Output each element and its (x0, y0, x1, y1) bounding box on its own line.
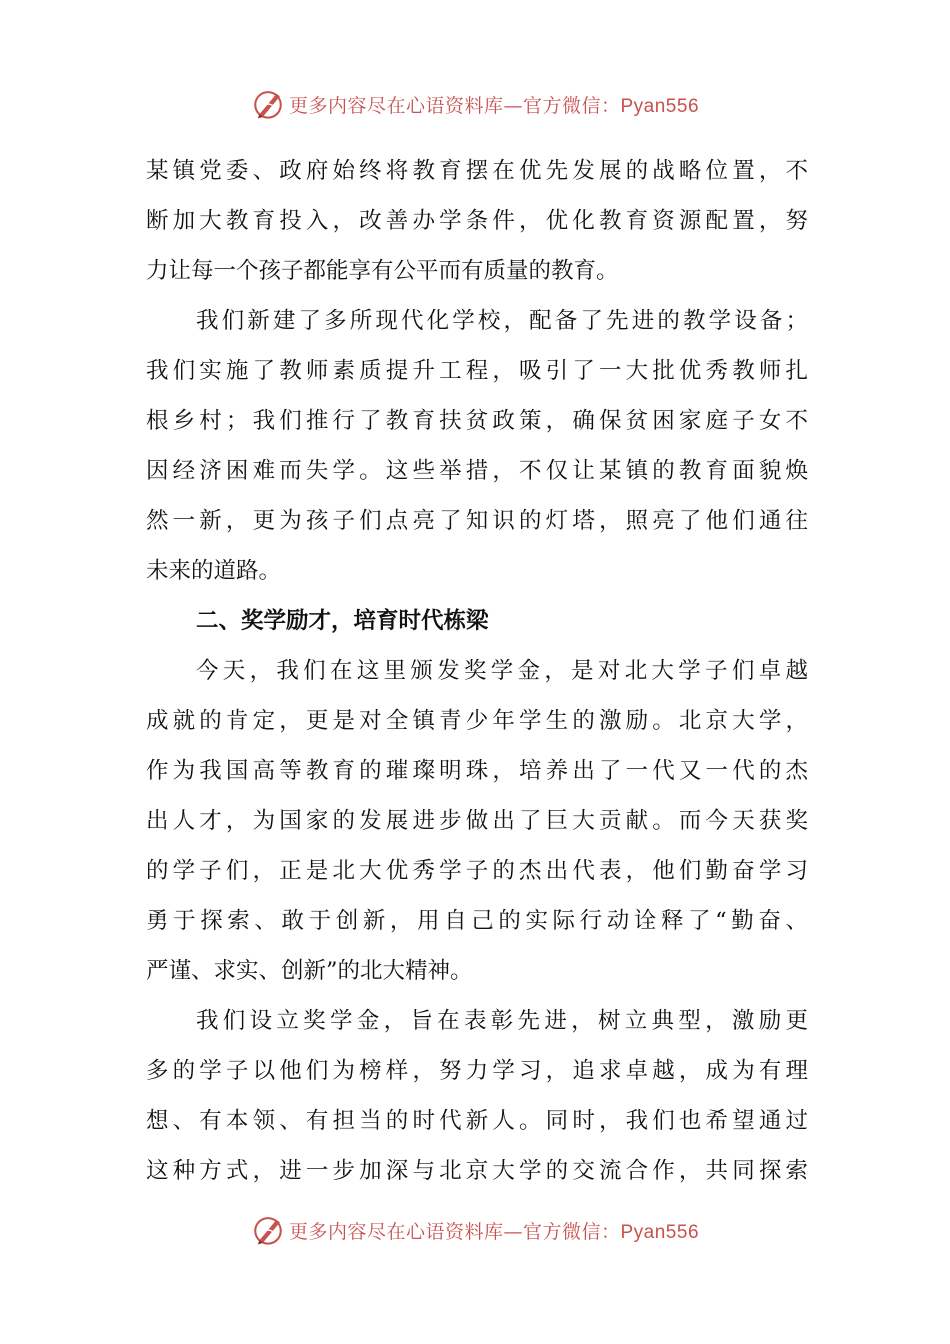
text-line: 我们设立奖学金，旨在表彰先进，树立典型，激励更 (196, 1008, 808, 1034)
watermark-dash: — (503, 94, 523, 117)
section-heading: 二、奖学励才，培育时代栋梁 (196, 608, 489, 634)
text-line: 出人才，为国家的发展进步做出了巨大贡献。而今天获奖 (146, 808, 808, 834)
text-line: 作为我国高等教育的璀璨明珠，培养出了一代又一代的杰 (146, 758, 808, 784)
text-line: 未来的道路。 (146, 558, 282, 584)
text-line: 多的学子以他们为榜样，努力学习，追求卓越，成为有理 (146, 1058, 808, 1084)
pen-logo-icon (251, 87, 285, 121)
text-line: 因经济困难而失学。这些举措，不仅让某镇的教育面貌焕 (146, 458, 808, 484)
watermark-site-text: 更多内容尽在心语资料库 (288, 94, 504, 117)
text-line: 勇于探索、敢于创新，用自己的实际行动诠释了“勤奋、 (146, 908, 808, 934)
document-body (146, 146, 808, 1196)
watermark-dash: — (503, 1220, 523, 1243)
text-line: 力让每一个孩子都能享有公平而有质量的教育。 (146, 258, 619, 284)
watermark-text (289, 91, 699, 118)
watermark-banner-top (0, 84, 950, 124)
text-line: 然一新，更为孩子们点亮了知识的灯塔，照亮了他们通往 (146, 508, 808, 534)
watermark-text (289, 1217, 699, 1244)
watermark-wechat-label: 官方微信： (522, 1220, 621, 1243)
watermark-banner-bottom (0, 1210, 950, 1250)
text-line: 这种方式，进一步加深与北京大学的交流合作，共同探索 (146, 1158, 808, 1184)
watermark-wechat-label: 官方微信： (522, 94, 621, 117)
text-line: 想、有本领、有担当的时代新人。同时，我们也希望通过 (146, 1108, 808, 1134)
text-line: 我们新建了多所现代化学校，配备了先进的教学设备； (196, 308, 808, 334)
text-line: 严谨、求实、创新”的北大精神。 (146, 958, 473, 984)
text-line: 根乡村；我们推行了教育扶贫政策，确保贫困家庭子女不 (146, 408, 808, 434)
text-line: 某镇党委、政府始终将教育摆在优先发展的战略位置，不 (146, 158, 808, 184)
text-line: 的学子们，正是北大优秀学子的杰出代表，他们勤奋学习 (146, 858, 808, 884)
text-line: 成就的肯定，更是对全镇青少年学生的激励。北京大学， (146, 708, 808, 734)
text-line: 断加大教育投入，改善办学条件，优化教育资源配置，努 (146, 208, 808, 234)
text-line: 我们实施了教师素质提升工程，吸引了一大批优秀教师扎 (146, 358, 808, 384)
text-line: 今天，我们在这里颁发奖学金，是对北大学子们卓越 (196, 658, 808, 684)
pen-logo-icon (251, 1213, 285, 1247)
watermark-wechat-id: Pyan556 (620, 1221, 700, 1243)
watermark-site-text: 更多内容尽在心语资料库 (288, 1220, 504, 1243)
watermark-wechat-id: Pyan556 (620, 95, 700, 117)
